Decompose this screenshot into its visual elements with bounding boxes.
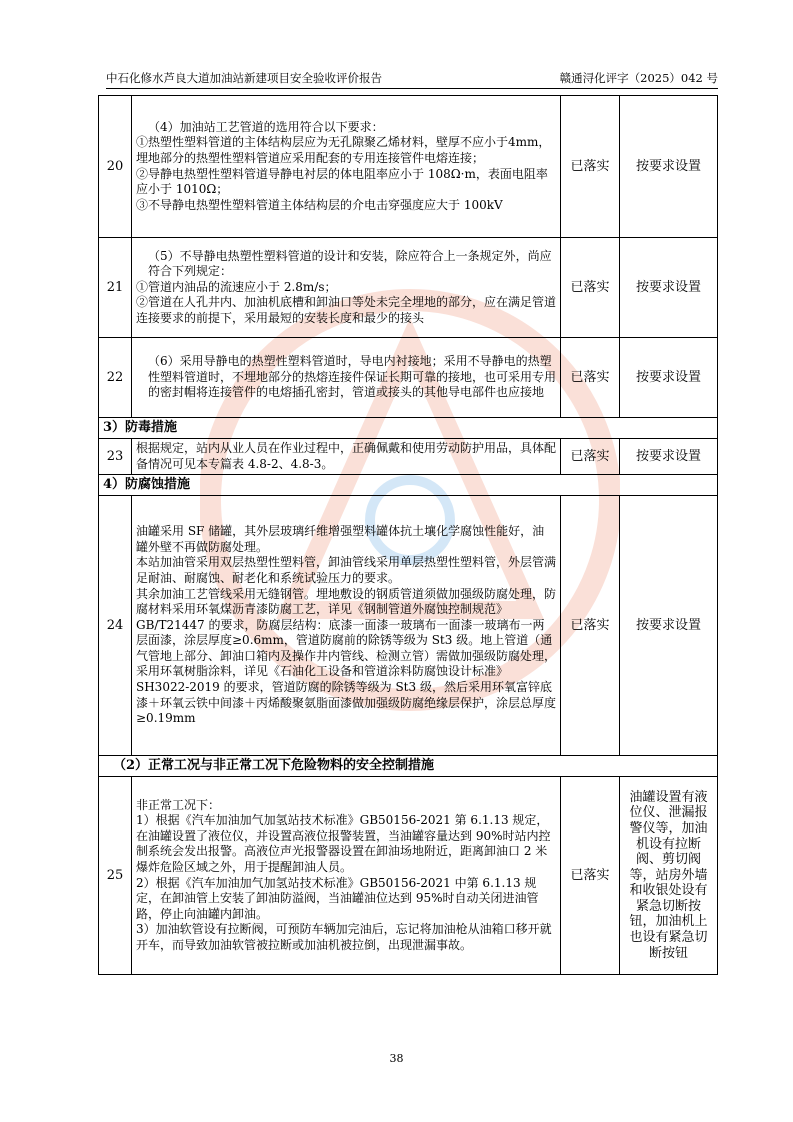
row-content <box>132 496 561 756</box>
row-number: 22 <box>99 338 132 418</box>
content-line: 油罐采用 SF 储罐，其外层玻璃纤维增强塑料罐体抗土壤化学腐蚀性能好，油罐外壁不再做防腐处理。 <box>136 524 545 554</box>
section-row <box>99 418 718 439</box>
table-row <box>99 496 718 756</box>
content-line: ②导静电热塑性塑料管道导静电衬层的体电阻率应小于 108Ω·m，表面电阻率应小于 1010Ω； <box>136 166 548 197</box>
table-row <box>99 238 718 338</box>
row-measure: 油罐设置有液位仪、泄漏报警仪等，加油机设有拉断阀、剪切阀等，站房外墙和收银处设有紧急切断按钮，加油机上也设有紧急切断按钮 <box>620 777 718 975</box>
row-content <box>132 96 561 238</box>
row-content <box>132 777 561 975</box>
row-status: 已落实 <box>561 496 620 756</box>
content-line: 非正常工况下： <box>136 797 221 812</box>
row-content <box>132 439 561 475</box>
content-line: ②管道在人孔井内、加油机底槽和卸油口等处未完全埋地的部分，应在满足管道连接要求的前提下，采用最短的安装长度和最少的接头 <box>136 295 557 325</box>
page-number: 38 <box>389 1052 404 1065</box>
section-row <box>99 475 718 496</box>
row-status: 已落实 <box>561 96 620 238</box>
row-status: 已落实 <box>561 238 620 338</box>
row-status: 已落实 <box>561 777 620 975</box>
row-content <box>132 238 561 338</box>
row-measure: 按要求设置 <box>620 439 718 475</box>
content-line: ①热塑性塑料管道的主体结构层应为无孔隙聚乙烯材料，壁厚不应小于4mm，埋地部分的热塑性塑料管道应采用配套的专用连接管件电熔连接； <box>136 135 551 165</box>
content-line: 本站加油管采用双层热塑性塑料管，卸油管线采用单层热塑性塑料管，外层管满足耐油、耐腐蚀、耐老化和系统试验压力的要求。 <box>136 555 557 585</box>
row-number: 20 <box>99 96 132 238</box>
row-measure: 按要求设置 <box>620 496 718 756</box>
row-status: 已落实 <box>561 439 620 475</box>
content-line: 3）加油软管设有拉断阀，可预防车辆加完油后，忘记将加油枪从油箱口移开就开车，而导致加油软管被拉断或加油机被拉倒，出现泄漏事故。 <box>136 922 552 952</box>
section-heading: （2）正常工况与非正常工况下危险物料的安全控制措施 <box>99 756 718 777</box>
section-heading: 4）防腐蚀措施 <box>99 475 718 496</box>
content-line: 1）根据《汽车加油加气加氢站技术标准》GB50156-2021 第 6.1.13 规定，在油罐设置了液位仪，并设置高液位报警装置，当油罐容量达到 90%时站内控制系统会发出报警。高液位声光报警器设置在卸油场地附近，距离卸油口 2 米爆炸危险区域之外，用于提醒卸油人员。 <box>136 813 551 874</box>
safety-measures-table <box>98 95 718 975</box>
report-number: 赣通浔化评字（2025）042 号 <box>559 71 718 85</box>
table-row <box>99 338 718 418</box>
row-number: 21 <box>99 238 132 338</box>
row-number: 24 <box>99 496 132 756</box>
row-content <box>132 338 561 418</box>
content-line: 2）根据《汽车加油加气加氢站技术标准》GB50156-2021 中第 6.1.13 规定，在卸油管上安装了卸油防溢阀，当油罐油位达到 95%时自动关闭进油管路，停止向油罐内卸油。 <box>136 875 539 921</box>
row-measure: 按要求设置 <box>620 338 718 418</box>
content-line: ③不导静电热塑性塑料管道主体结构层的介电击穿强度应大于 100kV <box>136 197 503 212</box>
content-line: （6）采用导静电的热塑性塑料管道时，导电内衬接地；采用不导静电的热塑性塑料管道时，不埋地部分的热熔连接件保证长期可靠的接地，也可采用专用的密封帽将连接管件的电熔插孔密封，管道或接头的其他导电部件也应接地 <box>148 354 557 400</box>
content-line: 根据规定，站内从业人员在作业过程中，正确佩戴和使用劳动防护用品，具体配备情况可见本专篇表 4.8-2、4.8-3。 <box>136 440 557 471</box>
page-header <box>106 66 718 89</box>
section-row <box>99 756 718 777</box>
table-row <box>99 96 718 238</box>
content-line: 其余加油工艺管线采用无缝钢管。埋地敷设的钢质管道须做加强级防腐处理，防腐材料采用环氧煤沥青漆防腐工艺，详见《钢制管道外腐蚀控制规范》GB/T21447 的要求，防腐层结构：底漆一面漆一玻璃布一面漆一玻璃布一两层面漆，涂层厚度≥0.6mm，管道防腐前的除锈等级为 St3 级。地上管道（通气管地上部分、卸油口箱内及操作井内管线、检测立管）需做加强级防腐处理，采用环氧树脂涂料，详见《石油化工设备和管道涂料防腐蚀设计标准》SH3022-2019 的要求，管道防腐的除锈等级为 St3 级，然后采用环氧富锌底漆＋环氧云铁中间漆＋丙烯酸聚氨脂面漆做加强级防腐绝缘层保护，涂层总厚度≥0.19mm <box>136 586 557 726</box>
row-number: 25 <box>99 777 132 975</box>
row-measure: 按要求设置 <box>620 96 718 238</box>
row-number: 23 <box>99 439 132 475</box>
row-measure: 按要求设置 <box>620 238 718 338</box>
content-line: （5）不导静电热塑性塑料管道的设计和安装，除应符合上一条规定外，尚应符合下列规定： <box>148 248 552 279</box>
report-title: 中石化修水芦良大道加油站新建项目安全验收评价报告 <box>106 71 382 85</box>
row-status: 已落实 <box>561 338 620 418</box>
table-row <box>99 439 718 475</box>
table-row <box>99 777 718 975</box>
content-line: ①管道内油品的流速应小于 2.8m/s； <box>136 279 337 294</box>
content-line: （4）加油站工艺管道的选用符合以下要求： <box>148 119 384 134</box>
section-heading: 3）防毒措施 <box>99 418 718 439</box>
